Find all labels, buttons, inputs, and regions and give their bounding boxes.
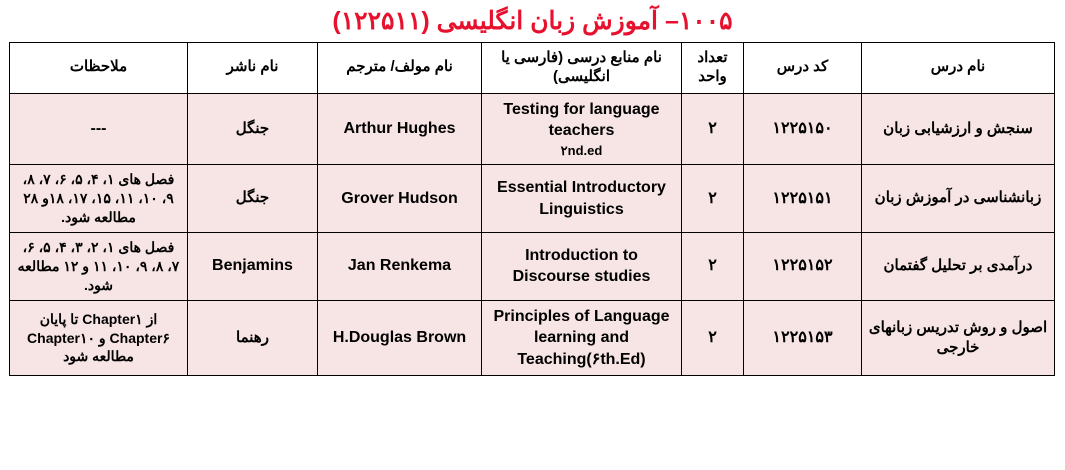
cell-course-code: ۱۲۲۵۱۵۰	[744, 93, 862, 165]
header-author-translator: نام مولف/ مترجم	[318, 43, 482, 94]
cell-course-name: زبانشناسی در آموزش زبان	[862, 165, 1055, 233]
cell-notes: ---	[10, 93, 188, 165]
page-title: ۱۰۰۵– آموزش زبان انگلیسی (۱۲۲۵۱۱)	[332, 7, 733, 35]
cell-course-name: سنجش و ارزشیابی زبان	[862, 93, 1055, 165]
cell-course-code: ۱۲۲۵۱۵۳	[744, 300, 862, 376]
header-notes: ملاحظات	[10, 43, 188, 94]
table-row	[10, 300, 1055, 376]
cell-resource	[482, 93, 682, 165]
cell-units: ۲	[682, 165, 744, 233]
resource-edition: ۲nd.ed	[560, 142, 603, 158]
cell-notes: از Chapter۱ تا پایان Chapter۶ و Chapter۱۰ مطالعه شود	[10, 300, 188, 376]
resource-title: Introduction to Discourse studies	[512, 246, 651, 286]
cell-notes: فصل های ۱، ۲، ۳، ۴، ۵، ۶، ۷، ۸، ۹، ۱۰، ۱۱ و ۱۲ مطالعه شود.	[10, 232, 188, 300]
table-body	[10, 93, 1055, 376]
courses-table	[9, 42, 1055, 376]
cell-units: ۲	[682, 232, 744, 300]
cell-resource	[482, 232, 682, 300]
header-course-name: نام درس	[862, 43, 1055, 94]
cell-resource	[482, 300, 682, 376]
cell-units: ۲	[682, 300, 744, 376]
table-row	[10, 232, 1055, 300]
cell-publisher: Benjamins	[188, 232, 318, 300]
cell-publisher: جنگل	[188, 165, 318, 233]
table-row	[10, 165, 1055, 233]
cell-author: Arthur Hughes	[318, 93, 482, 165]
cell-author: Grover Hudson	[318, 165, 482, 233]
cell-course-code: ۱۲۲۵۱۵۲	[744, 232, 862, 300]
cell-notes: فصل های ۱، ۴، ۵، ۶، ۷، ۸، ۹، ۱۰، ۱۱، ۱۵، ۱۷، ۱۸و ۲۸ مطالعه شود.	[10, 165, 188, 233]
cell-author: H.Douglas Brown	[318, 300, 482, 376]
cell-author: Jan Renkema	[318, 232, 482, 300]
cell-course-name: درآمدی بر تحلیل گفتمان	[862, 232, 1055, 300]
resource-title: Testing for language teachers	[503, 100, 660, 140]
table-header	[10, 43, 1055, 94]
cell-units: ۲	[682, 93, 744, 165]
header-publisher: نام ناشر	[188, 43, 318, 94]
cell-resource	[482, 165, 682, 233]
header-units: تعداد واحد	[682, 43, 744, 94]
cell-publisher: جنگل	[188, 93, 318, 165]
cell-course-code: ۱۲۲۵۱۵۱	[744, 165, 862, 233]
table-row	[10, 93, 1055, 165]
header-row	[10, 43, 1055, 94]
cell-publisher: رهنما	[188, 300, 318, 376]
resource-title: Principles of Language learning and Teaching(۶th.Ed)	[493, 307, 670, 368]
cell-course-name: اصول و روش تدریس زبانهای خارجی	[862, 300, 1055, 376]
header-course-code: کد درس	[744, 43, 862, 94]
header-resources: نام منابع درسی (فارسی یا انگلیسی)	[482, 43, 682, 94]
resource-title: Essential Introductory Linguistics	[497, 178, 666, 218]
